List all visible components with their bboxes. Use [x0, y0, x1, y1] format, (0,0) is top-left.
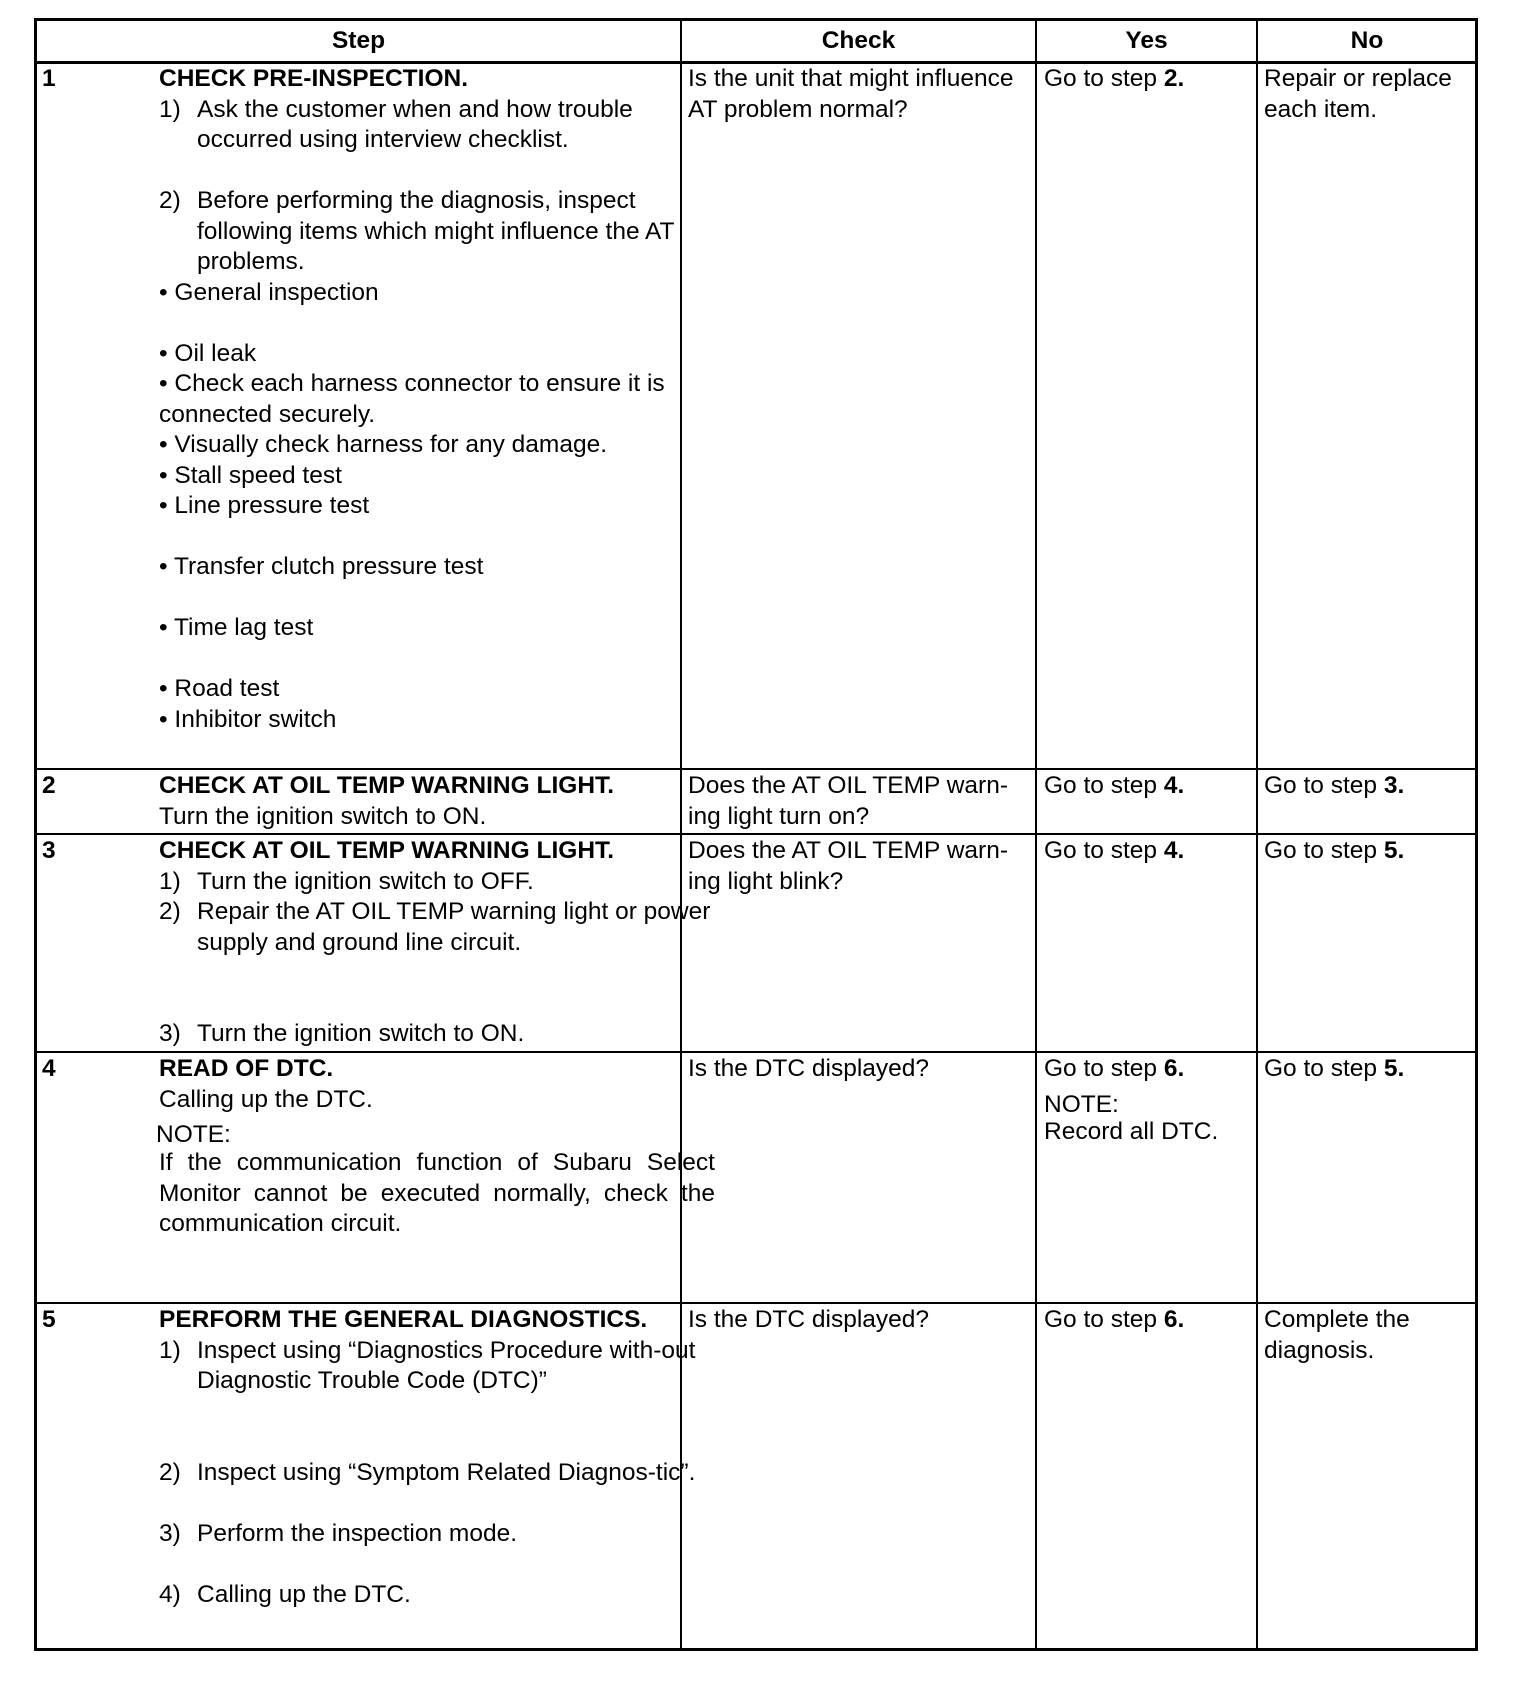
step-title: CHECK PRE-INSPECTION.: [159, 65, 469, 92]
item-text: Perform the inspection mode.: [197, 1519, 518, 1547]
step-item: [159, 1519, 715, 1550]
item-number: 3): [159, 1020, 181, 1047]
check-cell: Does the AT OIL TEMP warn-ing light blink?: [688, 837, 1008, 895]
step-cell: [159, 64, 715, 735]
header-check: Check: [821, 26, 896, 54]
note-label: NOTE:: [156, 1121, 231, 1148]
no-cell: Repair or replace each item.: [1264, 65, 1452, 123]
step-number: 5: [42, 1306, 56, 1333]
yes-step: 2.: [1163, 65, 1185, 92]
item-text: Turn the ignition switch to ON.: [197, 1020, 525, 1047]
diagnostic-table: [34, 18, 1478, 1651]
step-title: READ OF DTC.: [159, 1055, 334, 1082]
yes-cell: [1044, 836, 1254, 867]
bullet-item: • Oil leak: [159, 339, 257, 367]
header-yes: Yes: [1125, 26, 1168, 54]
row-divider: [37, 1302, 1475, 1304]
yes-step: 6.: [1163, 1055, 1185, 1082]
step-item: [159, 186, 715, 278]
yes-step: 4.: [1163, 772, 1185, 799]
bullet-item: • Check each harness connector to ensure it is connected securely.: [159, 370, 665, 428]
yes-cell: [1044, 64, 1254, 95]
step-cell: [159, 1305, 715, 1610]
bullet-item: • Stall speed test: [159, 461, 342, 489]
row-divider: [37, 1051, 1475, 1053]
item-number: 1): [159, 1336, 181, 1364]
step-cell: [156, 1054, 715, 1240]
item-text: Inspect using “Symptom Related Diagnos-tic”.: [197, 1458, 696, 1486]
step-item: [159, 1458, 715, 1489]
check-cell: Is the DTC displayed?: [688, 1306, 930, 1333]
step-item: [159, 1019, 715, 1050]
step-item: [159, 95, 715, 156]
yes-note-text: Record all DTC.: [1044, 1117, 1219, 1145]
no-text: Go to step: [1264, 837, 1384, 864]
check-cell: Is the unit that might influence AT problem normal?: [688, 65, 1014, 123]
yes-text: Go to step: [1044, 772, 1164, 799]
no-cell: [1264, 1054, 1476, 1085]
step-title: CHECK AT OIL TEMP WARNING LIGHT.: [159, 772, 615, 799]
bullet-item: • Time lag test: [159, 614, 314, 641]
row-divider: [37, 768, 1475, 770]
check-cell: Does the AT OIL TEMP warn-ing light turn on?: [688, 772, 1008, 830]
item-text: Repair the AT OIL TEMP warning light or power supply and ground line circuit.: [197, 898, 711, 956]
bullet-item: • Visually check harness for any damage.: [159, 431, 607, 458]
item-text: Calling up the DTC.: [197, 1580, 411, 1608]
bullet-item: • Transfer clutch pressure test: [159, 553, 484, 580]
item-number: 2): [159, 898, 181, 925]
bullet-item: • Line pressure test: [159, 492, 370, 519]
step-cell: [159, 836, 715, 1050]
yes-step: 4.: [1163, 837, 1185, 864]
bullet-item: • General inspection: [159, 278, 379, 306]
step-item: [159, 1336, 715, 1397]
yes-cell: [1044, 771, 1254, 802]
check-cell: Is the DTC displayed?: [688, 1055, 930, 1082]
yes-note-label: NOTE:: [1044, 1090, 1119, 1118]
no-step: 5.: [1383, 1055, 1405, 1082]
row-divider: [37, 833, 1475, 835]
step-number: 1: [42, 65, 56, 92]
no-cell: [1264, 836, 1476, 867]
bullet-item: • Road test: [159, 675, 280, 702]
header-no: No: [1350, 26, 1384, 54]
step-title: PERFORM THE GENERAL DIAGNOSTICS.: [159, 1306, 648, 1333]
step-item: [159, 867, 715, 898]
yes-text: Go to step: [1044, 1055, 1164, 1082]
note-text: If the communication function of Subaru Select Monitor cannot be executed normally, check the communication circuit.: [159, 1149, 715, 1237]
step-title: CHECK AT OIL TEMP WARNING LIGHT.: [159, 837, 615, 864]
yes-step: 6.: [1163, 1306, 1185, 1333]
no-cell: Complete the diagnosis.: [1264, 1306, 1410, 1364]
step-number: 2: [42, 772, 56, 799]
step-item: [159, 897, 715, 958]
no-cell: [1264, 771, 1476, 802]
yes-text: Go to step: [1044, 1306, 1164, 1333]
item-number: 1): [159, 867, 181, 895]
step-item: [159, 1580, 715, 1611]
no-step: 5.: [1383, 837, 1405, 864]
yes-cell: [1044, 1305, 1254, 1336]
no-step: 3.: [1383, 772, 1405, 799]
item-text: Ask the customer when and how trouble occurred using interview checklist.: [197, 95, 633, 153]
step-body: Turn the ignition switch to ON.: [159, 802, 487, 830]
step-body: Calling up the DTC.: [159, 1085, 373, 1113]
yes-text: Go to step: [1044, 65, 1164, 92]
item-text: Turn the ignition switch to OFF.: [197, 867, 534, 895]
item-text: Before performing the diagnosis, inspect following items which might influence the AT problems.: [197, 187, 675, 275]
step-number: 4: [42, 1055, 56, 1082]
step-cell: [159, 771, 715, 832]
item-number: 2): [159, 1458, 181, 1486]
item-number: 4): [159, 1580, 181, 1608]
bullet-item: • Inhibitor switch: [159, 705, 337, 733]
no-text: Go to step: [1264, 772, 1384, 799]
item-text: Inspect using “Diagnostics Procedure with-out Diagnostic Trouble Code (DTC)”: [197, 1336, 696, 1394]
header-step: Step: [331, 26, 386, 54]
no-text: Go to step: [1264, 1055, 1384, 1082]
item-number: 3): [159, 1519, 181, 1547]
step-number: 3: [42, 837, 56, 864]
yes-cell: [1044, 1054, 1254, 1145]
item-number: 2): [159, 187, 181, 214]
yes-text: Go to step: [1044, 837, 1164, 864]
item-number: 1): [159, 95, 181, 123]
